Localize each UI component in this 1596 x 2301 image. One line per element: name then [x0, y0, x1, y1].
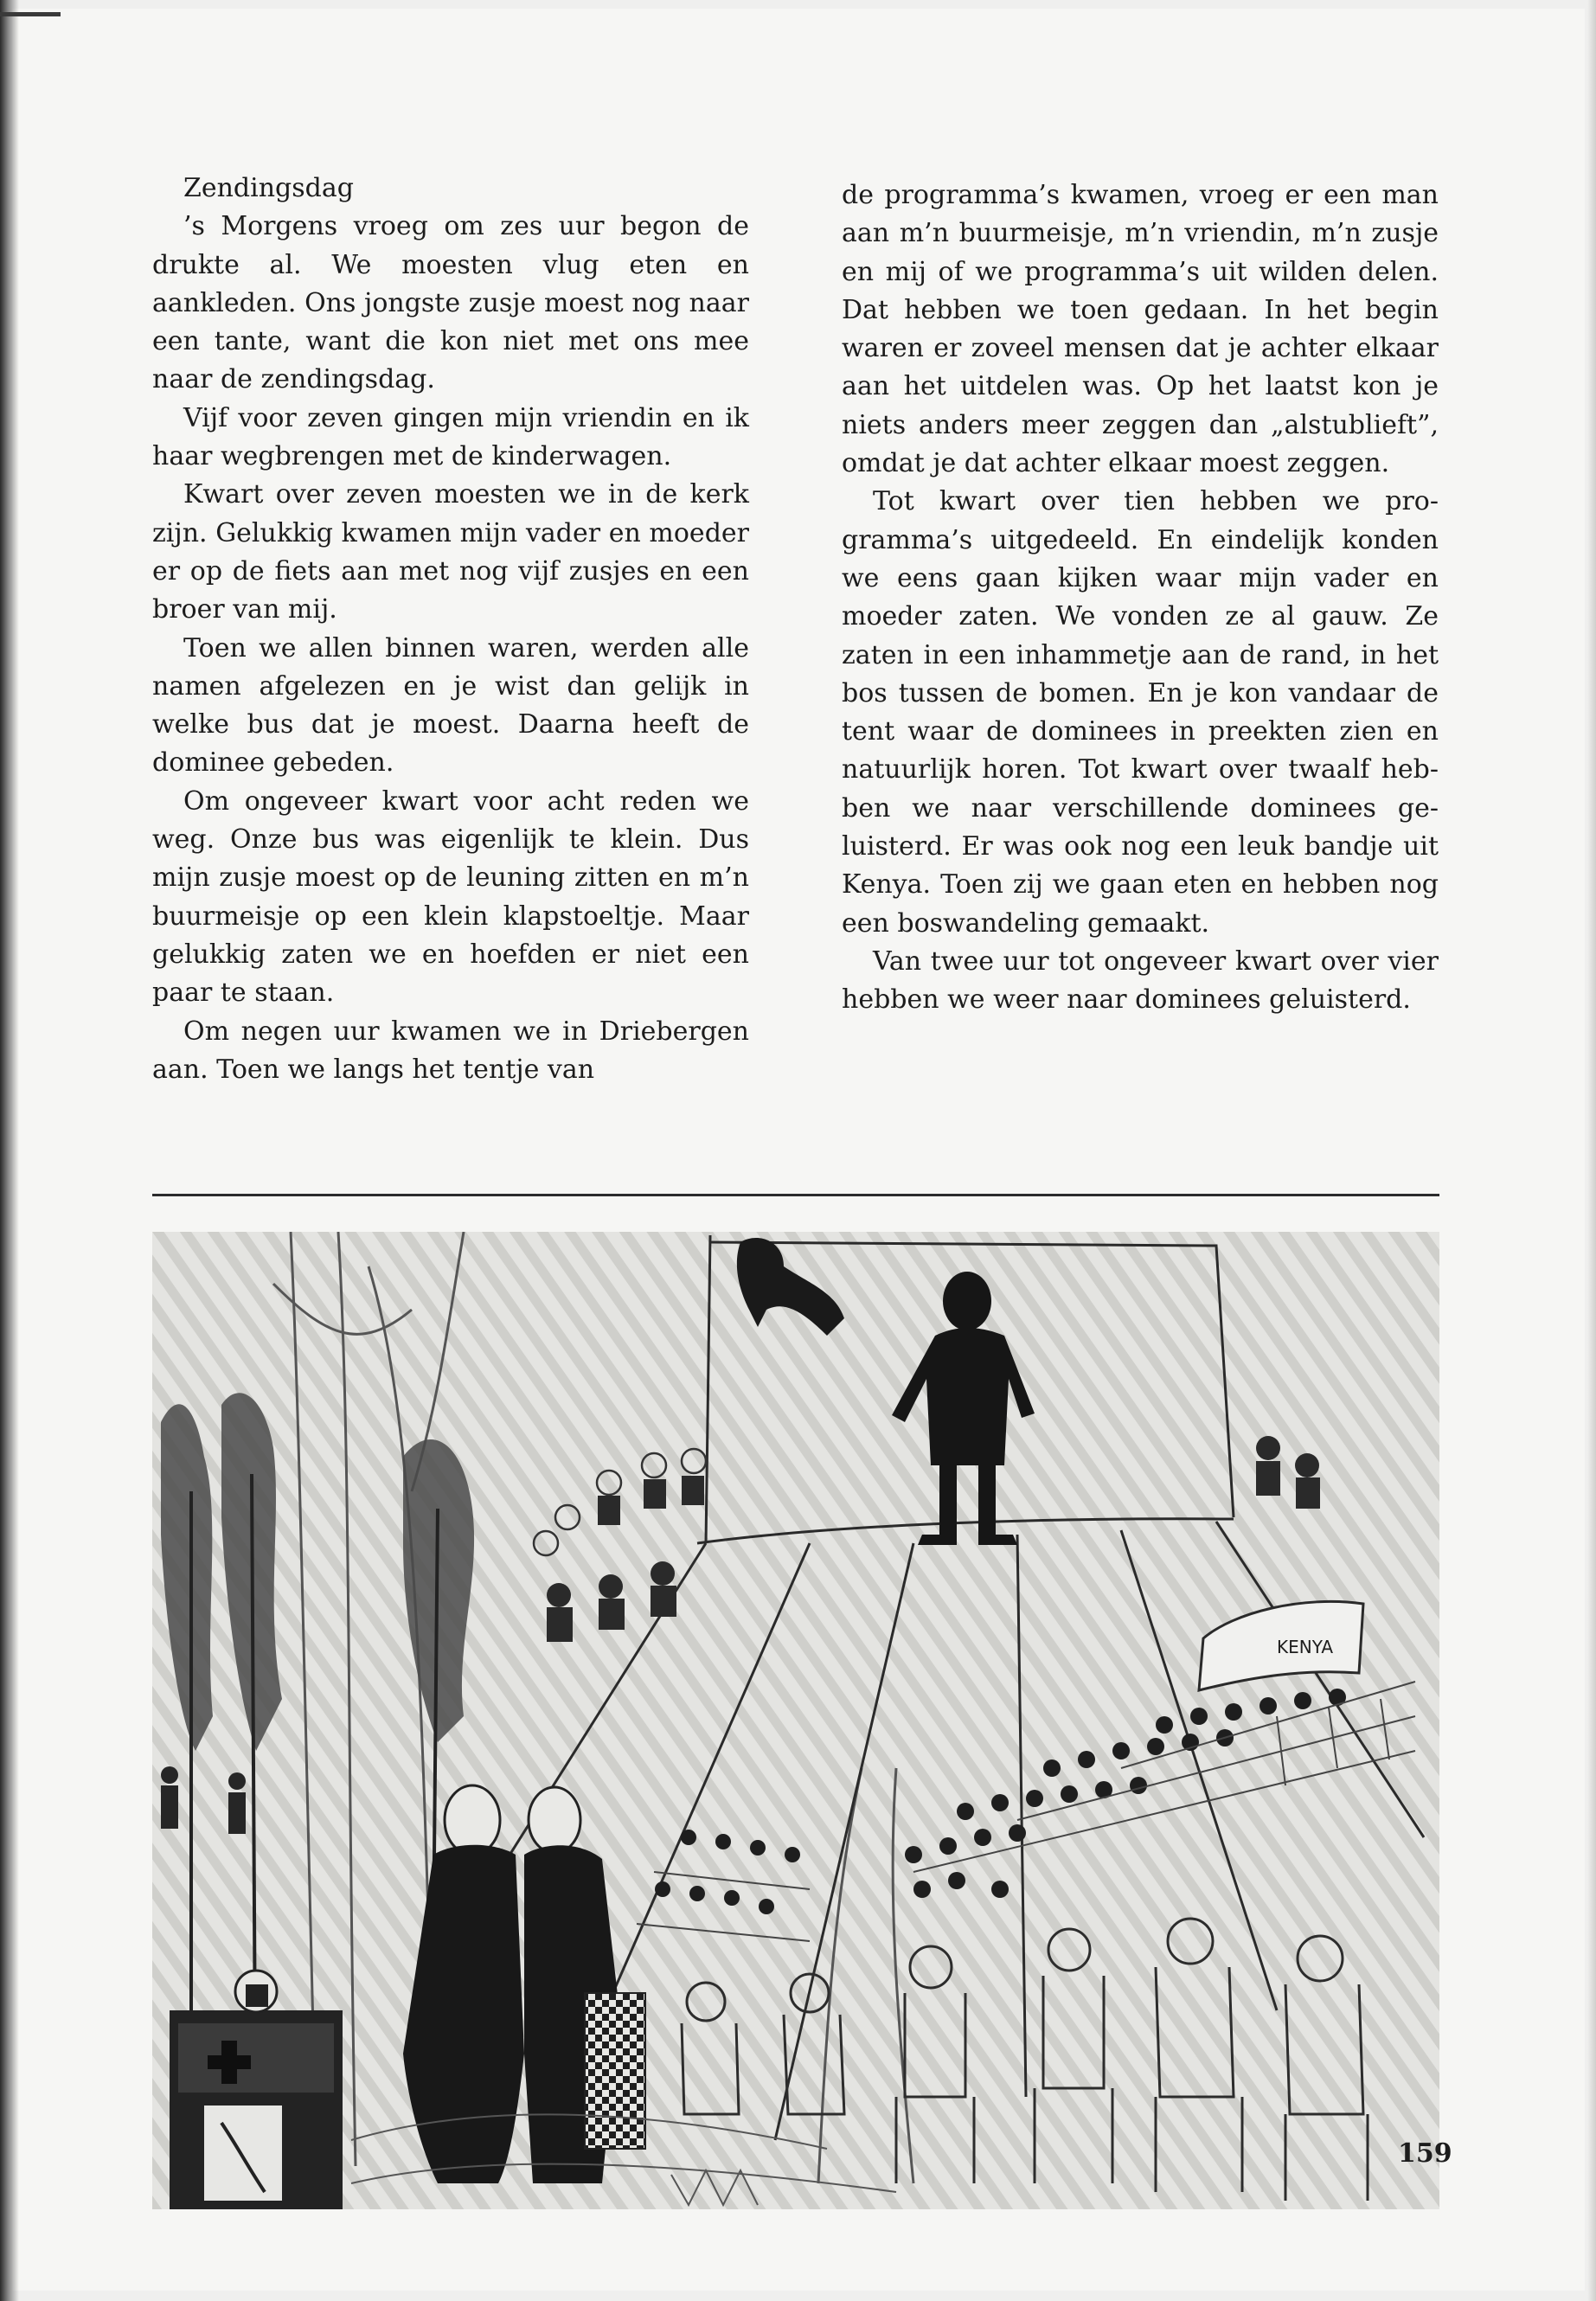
binding-shadow	[0, 0, 19, 2301]
paragraph: Tot kwart over tien hebben we programma’s uitgedeeld. En eindelijk konden we eens gaan kijken waar mijn vader en moeder zaten. We vonden ze al gauw. Ze zaten in een inhammetje aan de rand, in het bos tussen de bomen. En je kon vandaar de tent waar de dominees in preekten zien en natuurlijk horen. Tot kwart over twaalf hebben we naar verschillende dominees geluisterd. Er was ook nog een leuk bandje uit Kenya. Toen zij we gaan eten en hebben nog een boswandeling gemaakt.	[842, 486, 1439, 939]
paragraph: de programma’s kwamen, vroeg er een man aan m’n buurmeisje, m’n vriendin, m’n zusje en mij of we programma’s uit wilden delen. Dat hebben we toen gedaan. In het begin waren er zoveel mensen dat je achter elkaar aan het uitdelen was. Op het laatst kon je niets anders meer zeggen dan „alstublieft”, omdat je dat achter elkaar moest zeggen.	[842, 180, 1439, 479]
paragraph: Vijf voor zeven gingen mijn vriendin en ik haar wegbrengen met de kinderwagen.	[152, 402, 749, 472]
left-column	[152, 170, 749, 1089]
paragraph: Om negen uur kwamen we in Driebergen aan. Toen we langs het tentje van	[152, 1016, 749, 1085]
drawing-svg	[152, 1232, 1439, 2209]
page-number: 159	[1398, 2138, 1452, 2169]
corner-mark	[0, 12, 61, 16]
right-column	[842, 176, 1439, 1020]
page-edge	[1587, 0, 1596, 2301]
paragraph: Van twee uur tot ongeveer kwart over vier hebben we weer naar dominees geluisterd.	[842, 945, 1439, 1016]
paragraph: ’s Morgens vroeg om zes uur begon de drukte al. We moesten vlug eten en aankleden. Ons jongste zusje moest nog naar een tante, want die kon niet met ons mee naar de zendingsdag.	[152, 211, 749, 395]
divider-rule	[152, 1194, 1439, 1196]
article-title: Zendingsdag	[183, 173, 354, 203]
paragraph: Toen we allen binnen waren, werden alle namen afgelezen en je wist dan gelijk in welke bus dat je moest. Daarna heeft de dominee gebeden.	[152, 632, 749, 779]
banner-text: KENYA	[1277, 1637, 1334, 1657]
child-drawing-illustration	[152, 1232, 1439, 2209]
paragraph: Om ongeveer kwart voor acht reden we weg. Onze bus was eigenlijk te klein. Dus mijn zusje moest op de leuning zitten en m’n buurmeisje op een klein klapstoeltje. Maar gelukkig zaten we en hoefden er niet een paar te staan.	[152, 785, 749, 1009]
paragraph: Kwart over zeven moesten we in de kerk zijn. Gelukkig kwamen mijn vader en moeder er op de fiets aan met nog vijf zusjes en een broer van mij.	[152, 479, 749, 625]
